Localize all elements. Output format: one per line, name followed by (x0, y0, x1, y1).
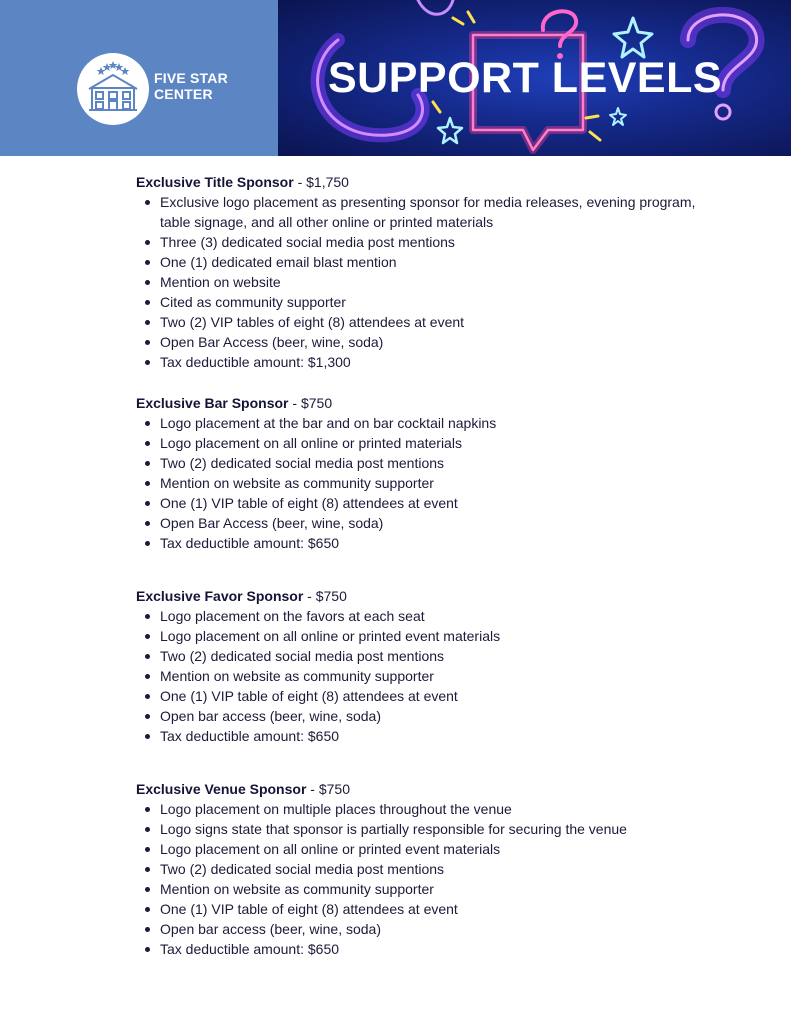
list-item: Logo placement on all online or printed event materials (136, 839, 696, 859)
list-item: Mention on website as community supporter (136, 666, 696, 686)
sponsor-section-bar (136, 393, 696, 553)
list-item: Mention on website as community supporter (136, 473, 696, 493)
page-title: SUPPORT LEVELS (328, 54, 723, 102)
list-item: Mention on website (136, 272, 696, 292)
logo-text (154, 70, 228, 102)
section-price: - $750 (288, 395, 333, 411)
list-item: Mention on website as community supporter (136, 879, 696, 899)
list-item: Logo placement on multiple places throughout the venue (136, 799, 696, 819)
sponsor-section-venue (136, 779, 696, 959)
list-item: One (1) VIP table of eight (8) attendees at event (136, 686, 696, 706)
house-icon (77, 53, 149, 125)
list-item: Logo placement on all online or printed materials (136, 433, 696, 453)
neon-banner (278, 0, 791, 156)
list-item: Tax deductible amount: $650 (136, 939, 696, 959)
section-name: Exclusive Venue Sponsor (136, 781, 307, 797)
section-heading (136, 586, 696, 606)
benefit-list (136, 606, 696, 746)
list-item: One (1) VIP table of eight (8) attendees at event (136, 899, 696, 919)
support-levels-content (136, 172, 696, 980)
section-name: Exclusive Title Sponsor (136, 174, 294, 190)
list-item: Logo placement at the bar and on bar cocktail napkins (136, 413, 696, 433)
section-heading (136, 393, 696, 413)
section-price: - $750 (303, 588, 347, 604)
list-item: Cited as community supporter (136, 292, 696, 312)
section-price: - $750 (306, 781, 350, 797)
benefit-list (136, 799, 696, 959)
list-item: Three (3) dedicated social media post mentions (136, 232, 696, 252)
sponsor-section-favor (136, 586, 696, 746)
logo-panel (0, 0, 278, 156)
sponsor-section-title (136, 172, 696, 372)
five-star-center-logo (77, 53, 149, 125)
list-item: Tax deductible amount: $650 (136, 533, 696, 553)
benefit-list (136, 192, 696, 372)
list-item: Open bar access (beer, wine, soda) (136, 706, 696, 726)
list-item: Logo placement on all online or printed event materials (136, 626, 696, 646)
list-item: Open Bar Access (beer, wine, soda) (136, 332, 696, 352)
page-header (0, 0, 791, 156)
logo-text-line2: CENTER (154, 86, 213, 102)
list-item: Tax deductible amount: $650 (136, 726, 696, 746)
benefit-list (136, 413, 696, 553)
section-name: Exclusive Favor Sponsor (136, 588, 304, 604)
list-item: Tax deductible amount: $1,300 (136, 352, 696, 372)
section-heading (136, 779, 696, 799)
list-item: Logo signs state that sponsor is partially responsible for securing the venue (136, 819, 696, 839)
list-item: Logo placement on the favors at each seat (136, 606, 696, 626)
list-item: Two (2) VIP tables of eight (8) attendees at event (136, 312, 696, 332)
list-item: Two (2) dedicated social media post mentions (136, 646, 696, 666)
list-item: Two (2) dedicated social media post mentions (136, 859, 696, 879)
list-item: One (1) VIP table of eight (8) attendees at event (136, 493, 696, 513)
list-item: Open bar access (beer, wine, soda) (136, 919, 696, 939)
logo-text-line1: FIVE STAR (154, 70, 228, 86)
list-item: Open Bar Access (beer, wine, soda) (136, 513, 696, 533)
section-heading (136, 172, 696, 192)
list-item: One (1) dedicated email blast mention (136, 252, 696, 272)
list-item: Exclusive logo placement as presenting sponsor for media releases, evening program, table signage, and all other online or printed materials (136, 192, 696, 232)
section-price: - $1,750 (293, 174, 349, 190)
list-item: Two (2) dedicated social media post mentions (136, 453, 696, 473)
section-name: Exclusive Bar Sponsor (136, 395, 289, 411)
